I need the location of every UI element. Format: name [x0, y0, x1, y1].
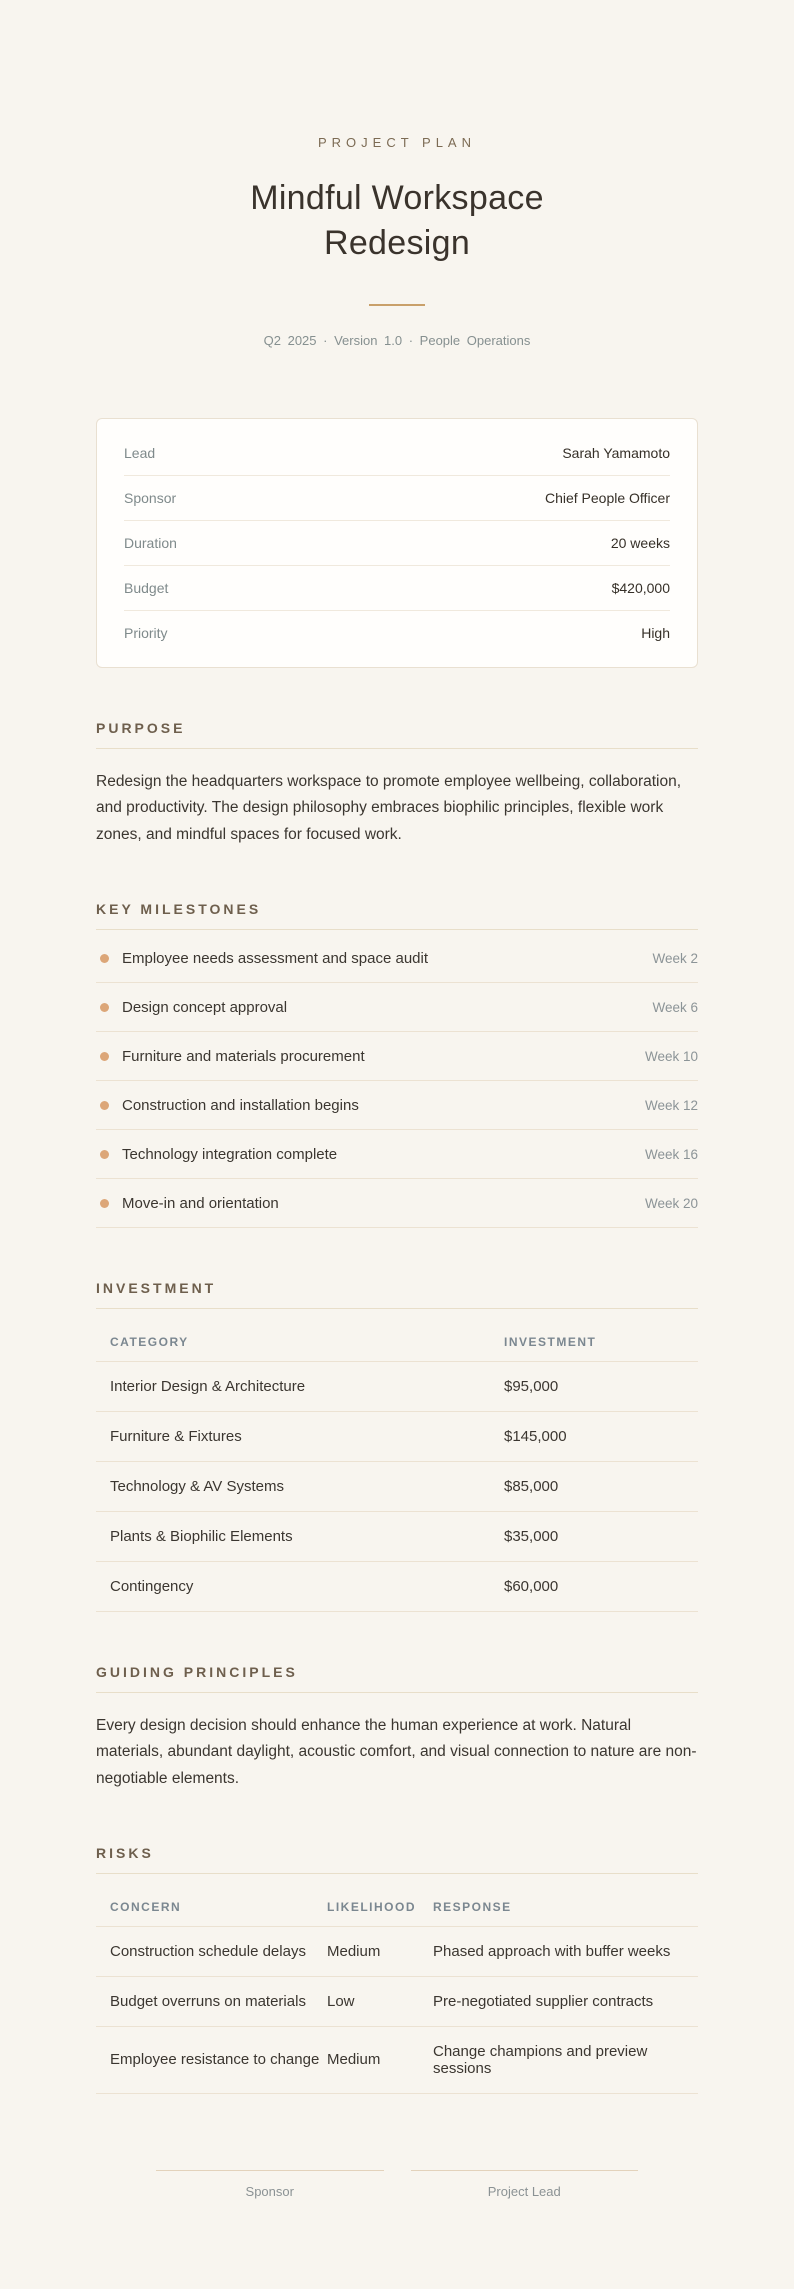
info-row-sponsor: [124, 476, 670, 521]
cell-response: Pre-negotiated supplier contracts: [433, 1992, 654, 2010]
column-header-concern: CONCERN: [110, 1899, 182, 1914]
cell-investment: $60,000: [504, 1577, 559, 1595]
column-header-investment: INVESTMENT: [504, 1334, 597, 1349]
milestone-week: Week 12: [644, 1097, 698, 1113]
signature-label: Sponsor: [245, 2183, 294, 2199]
cell-category: Plants & Biophilic Elements: [110, 1527, 293, 1545]
project-info-card: [96, 418, 698, 668]
info-label: Priority: [124, 624, 168, 641]
column-header-category: CATEGORY: [110, 1334, 189, 1349]
investment-table-header: [96, 1315, 698, 1362]
signature-label: Project Lead: [487, 2183, 561, 2199]
cell-concern: Construction schedule delays: [110, 1942, 306, 1960]
table-row: [96, 1512, 698, 1562]
table-row: [96, 1562, 698, 1612]
cell-concern: Budget overruns on materials: [110, 1992, 306, 2010]
table-row: [96, 1412, 698, 1462]
signature-sponsor: [156, 2170, 384, 2199]
cell-investment: $35,000: [504, 1527, 559, 1545]
cell-category: Technology & AV Systems: [110, 1477, 284, 1495]
milestone-item: [96, 1179, 698, 1228]
table-row: [96, 1977, 698, 2027]
purpose-paragraph: Redesign the headquarters workspace to promote employee wellbeing, collaboration, and productivity. The design philosophy embraces biophilic principles, flexible work zones, and mindful spaces for focused work.: [96, 772, 682, 844]
cell-response: Phased approach with buffer weeks: [433, 1942, 671, 1960]
info-row-budget: [124, 566, 670, 611]
section-investment: [96, 1280, 698, 1612]
cell-likelihood: Low: [327, 1992, 355, 2010]
milestone-item: [96, 983, 698, 1032]
info-value: Sarah Yamamoto: [562, 444, 670, 461]
section-purpose: [96, 720, 698, 849]
milestone-week: Week 6: [652, 999, 698, 1015]
info-label: Duration: [124, 534, 177, 551]
info-row-duration: [124, 521, 670, 566]
risks-table: [96, 1880, 698, 2094]
page-title: [96, 176, 698, 266]
table-row: [96, 2027, 698, 2094]
milestone-item: [96, 934, 698, 983]
cell-category: Interior Design & Architecture: [110, 1377, 306, 1395]
info-value: High: [641, 624, 670, 641]
eyebrow-label: PROJECT PLAN: [317, 135, 476, 150]
section-key-milestones: [96, 901, 698, 1228]
table-row: [96, 1927, 698, 1977]
milestone-week: Week 16: [644, 1146, 698, 1162]
bullet-dot-icon: [100, 1150, 109, 1159]
cell-investment: $95,000: [504, 1377, 559, 1395]
bullet-dot-icon: [100, 1003, 109, 1012]
milestone-label: Employee needs assessment and space audit: [122, 949, 429, 967]
cell-likelihood: Medium: [327, 1942, 381, 1960]
info-value: $420,000: [611, 579, 670, 596]
bullet-dot-icon: [100, 1101, 109, 1110]
bullet-dot-icon: [100, 954, 109, 963]
section-risks: [96, 1845, 698, 2094]
table-row: [96, 1462, 698, 1512]
info-label: Lead: [124, 444, 156, 461]
document-header: [96, 135, 698, 348]
section-guiding-principles: [96, 1664, 698, 1793]
section-heading-investment: INVESTMENT: [96, 1280, 698, 1309]
milestone-label: Move-in and orientation: [122, 1194, 279, 1212]
info-value: Chief People Officer: [544, 489, 670, 506]
cell-category: Contingency: [110, 1577, 194, 1595]
milestone-list: [96, 934, 698, 1228]
signature-area: [96, 2170, 698, 2199]
milestone-item: [96, 1130, 698, 1179]
milestone-label: Furniture and materials procurement: [122, 1047, 365, 1065]
milestone-item: [96, 1032, 698, 1081]
column-header-response: RESPONSE: [433, 1899, 512, 1914]
table-row: [96, 1362, 698, 1412]
cell-investment: $85,000: [504, 1477, 559, 1495]
milestone-label: Construction and installation begins: [122, 1096, 359, 1114]
info-row-priority: [124, 611, 670, 655]
cell-category: Furniture & Fixtures: [110, 1427, 242, 1445]
section-heading-risks: RISKS: [96, 1845, 698, 1874]
milestone-label: Technology integration complete: [122, 1145, 338, 1163]
column-header-likelihood: LIKELIHOOD: [327, 1899, 416, 1914]
info-value: 20 weeks: [610, 534, 670, 551]
section-heading-milestones: KEY MILESTONES: [96, 901, 698, 930]
milestone-week: Week 2: [652, 950, 698, 966]
info-label: Sponsor: [124, 489, 177, 506]
bullet-dot-icon: [100, 1199, 109, 1208]
bullet-dot-icon: [100, 1052, 109, 1061]
cell-investment: $145,000: [504, 1427, 567, 1445]
milestone-week: Week 20: [644, 1195, 698, 1211]
milestone-week: Week 10: [644, 1048, 698, 1064]
section-heading-purpose: PURPOSE: [96, 720, 698, 749]
cell-concern: Employee resistance to change: [110, 2051, 320, 2069]
milestone-item: [96, 1081, 698, 1130]
milestone-label: Design concept approval: [122, 998, 288, 1016]
cell-likelihood: Medium: [327, 2051, 381, 2069]
accent-divider: [369, 304, 425, 306]
info-label: Budget: [124, 579, 169, 596]
signature-project-lead: [411, 2170, 639, 2199]
cell-response: Change champions and preview sessions: [433, 2042, 648, 2077]
document-meta: Q2 2025 · Version 1.0 · People Operations: [263, 332, 531, 348]
risks-table-header: [96, 1880, 698, 1927]
info-row-lead: [124, 431, 670, 476]
principles-paragraph: Every design decision should enhance the human experience at work. Natural materials, abundant daylight, acoustic comfort, and visual connection to nature are non-negotiable elements.: [96, 1716, 697, 1788]
page-title-line-1: Mindful Workspace: [250, 179, 544, 217]
investment-table: [96, 1315, 698, 1612]
section-heading-principles: GUIDING PRINCIPLES: [96, 1664, 698, 1693]
page-title-line-2: Redesign: [323, 223, 471, 262]
